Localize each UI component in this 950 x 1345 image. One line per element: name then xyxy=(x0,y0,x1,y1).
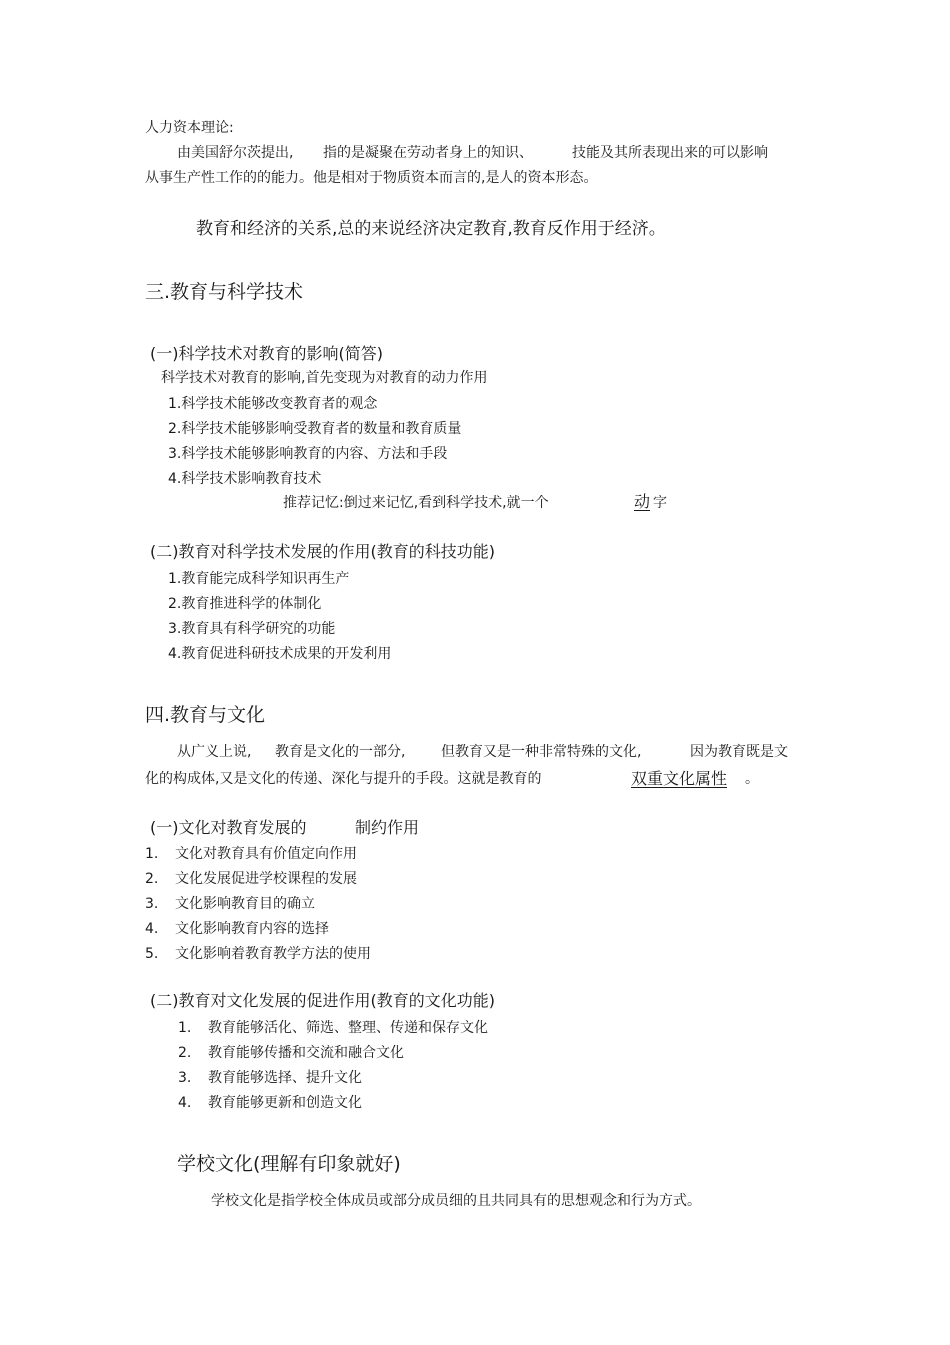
sec4-sub1-title-a: (一)文化对教育发展的 xyxy=(150,818,307,837)
list-text: 教育能够选择、提升文化 xyxy=(208,1070,362,1086)
section-3-title: 三.教育与科学技术 xyxy=(145,281,304,303)
list-text: 文化影响教育目的确立 xyxy=(175,896,315,912)
sec3-sub1-item: 4.科学技术影响教育技术 xyxy=(168,471,322,487)
list-number: 2. xyxy=(145,871,159,887)
sec3-sub2-item: 4.教育促进科研技术成果的开发利用 xyxy=(168,646,392,662)
hc-label: 人力资本理论: xyxy=(145,120,234,136)
sec3-sub2-item: 1.教育能完成科学知识再生产 xyxy=(168,571,350,587)
list-text: 文化影响着教育教学方法的使用 xyxy=(175,946,371,962)
sec4-sub1-title-b: 制约作用 xyxy=(355,818,420,837)
sec4-sub1-row xyxy=(145,897,315,911)
list-text: 文化发展促进学校课程的发展 xyxy=(175,871,357,887)
hc-line-1c: 技能及其所表现出来的可以影响 xyxy=(572,145,768,161)
sec4-sub1-row xyxy=(145,847,357,861)
list-number: 2. xyxy=(178,1045,192,1061)
list-text: 文化对教育具有价值定向作用 xyxy=(175,846,357,862)
sec4-sub2-row xyxy=(178,1071,362,1085)
section-4-title: 四.教育与文化 xyxy=(145,704,266,726)
econ-statement: 教育和经济的关系,总的来说经济决定教育,教育反作用于经济。 xyxy=(196,219,666,239)
sec4-line-1d: 因为教育既是文 xyxy=(690,744,788,760)
sec4-line-1a: 从广义上说, xyxy=(177,744,252,760)
list-text: 文化影响教育内容的选择 xyxy=(175,921,329,937)
list-number: 3. xyxy=(178,1070,192,1086)
sec4-sub2-row xyxy=(178,1021,488,1035)
sec3-sub1-title: (一)科学技术对教育的影响(简答) xyxy=(150,344,383,363)
memory-tip: 推荐记忆:倒过来记忆,看到科学技术,就一个 xyxy=(283,495,549,511)
memory-tip-tail: 字 xyxy=(653,495,667,511)
list-text: 教育能够更新和创造文化 xyxy=(208,1095,362,1111)
sec4-line-2-end: 。 xyxy=(745,771,759,787)
list-number: 1. xyxy=(145,846,159,862)
sec4-sub2-row xyxy=(178,1096,362,1110)
sec4-line-1b: 教育是文化的一部分, xyxy=(275,744,406,760)
school-culture-text: 学校文化是指学校全体成员或部分成员细的且共同具有的思想观念和行为方式。 xyxy=(211,1193,701,1209)
sec4-line-2: 化的构成体,又是文化的传递、深化与提升的手段。这就是教育的 xyxy=(145,771,542,787)
sec4-sub1-row xyxy=(145,872,357,886)
list-number: 5. xyxy=(145,946,159,962)
sec4-sub2-title: (二)教育对文化发展的促进作用(教育的文化功能) xyxy=(150,991,495,1010)
list-number: 3. xyxy=(145,896,159,912)
sec4-sub1-row xyxy=(145,947,371,961)
sec3-sub1-item: 2.科学技术能够影响受教育者的数量和教育质量 xyxy=(168,421,462,437)
list-number: 4. xyxy=(178,1095,192,1111)
list-number: 4. xyxy=(145,921,159,937)
school-culture-title: 学校文化(理解有印象就好) xyxy=(177,1153,401,1175)
sec3-sub2-item: 3.教育具有科学研究的功能 xyxy=(168,621,336,637)
hc-line-1a: 由美国舒尔茨提出, xyxy=(177,145,294,161)
sec3-sub2-item: 2.教育推进科学的体制化 xyxy=(168,596,322,612)
list-number: 1. xyxy=(178,1020,192,1036)
sec4-line-1c: 但教育又是一种非常特殊的文化, xyxy=(441,744,642,760)
dual-cultural-attribute: 双重文化属性 xyxy=(631,769,728,788)
sec3-sub1-item: 1.科学技术能够改变教育者的观念 xyxy=(168,396,378,412)
memory-tip-key: 动 xyxy=(634,492,651,511)
list-text: 教育能够传播和交流和融合文化 xyxy=(208,1045,404,1061)
sec3-sub1-item: 3.科学技术能够影响教育的内容、方法和手段 xyxy=(168,446,448,462)
hc-line-1b: 指的是凝聚在劳动者身上的知识、 xyxy=(323,145,533,161)
sec3-sub2-title: (二)教育对科学技术发展的作用(教育的科技功能) xyxy=(150,542,495,561)
sec3-sub1-intro: 科学技术对教育的影响,首先变现为对教育的动力作用 xyxy=(161,370,488,386)
sec4-sub1-row xyxy=(145,922,329,936)
hc-line-2: 从事生产性工作的的能力。他是相对于物质资本而言的,是人的资本形态。 xyxy=(145,170,598,186)
list-text: 教育能够活化、筛选、整理、传递和保存文化 xyxy=(208,1020,488,1036)
sec4-sub2-row xyxy=(178,1046,404,1060)
